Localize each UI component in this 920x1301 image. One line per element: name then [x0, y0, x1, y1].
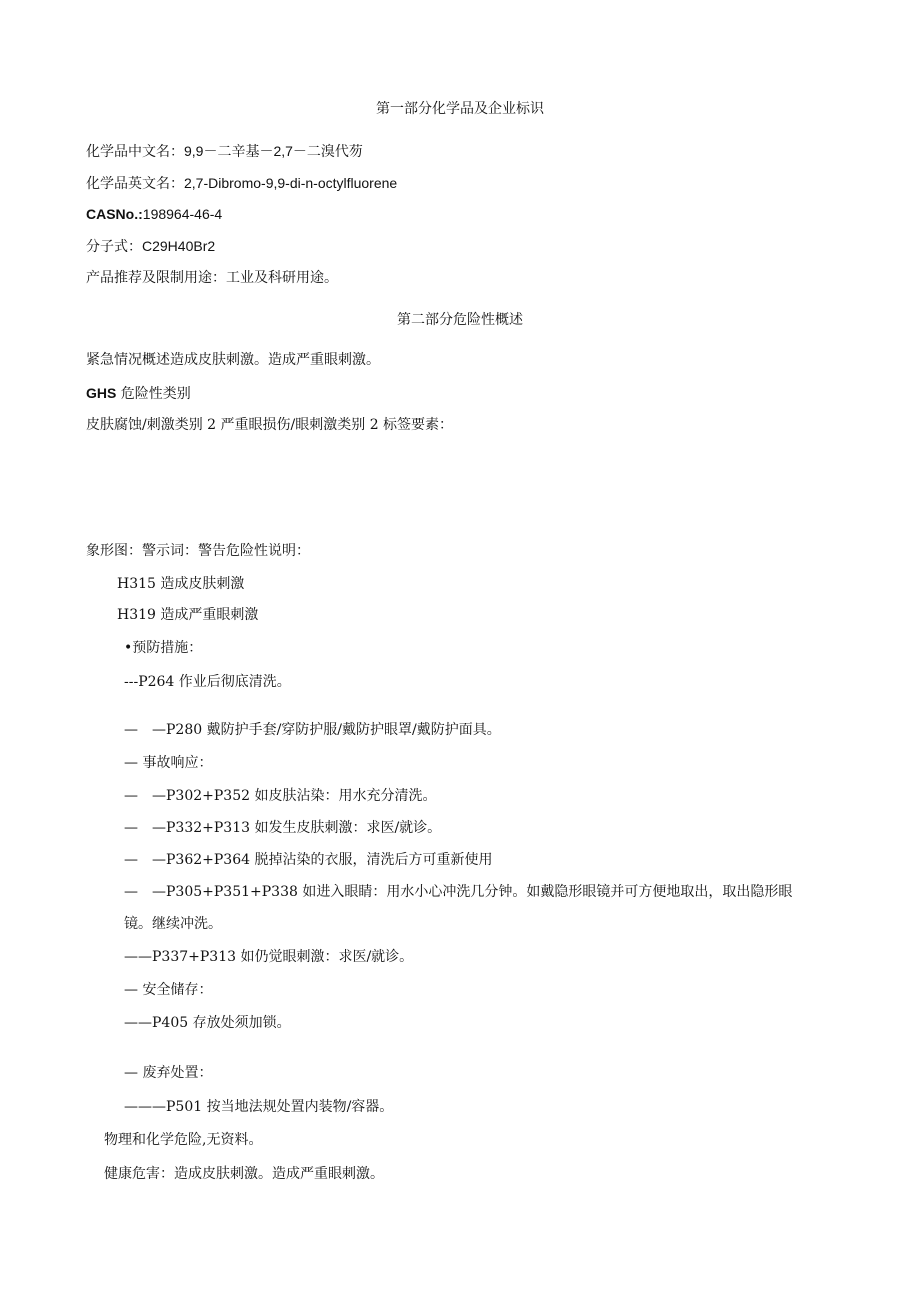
h315-statement: H315 造成皮肤刺激 [117, 576, 245, 592]
pictogram-line: 象形图：警示词：警告危险性说明： [86, 543, 310, 559]
english-name-row [86, 173, 397, 194]
formula-row [86, 236, 215, 257]
p332-statement: — —P332+P313 如发生皮肤刺激：求医/就诊。 [124, 820, 442, 836]
english-name-value: 2,7-Dibromo-9,9-di-n-octylfluorene [184, 175, 398, 191]
physical-chemical-hazards: 物理和化学危险,无资料。 [104, 1132, 263, 1148]
prevention-heading: •预防措施： [124, 640, 203, 656]
p302-statement: — —P302+P352 如皮肤沾染：用水充分清洗。 [124, 788, 437, 804]
hazard-classification: 皮肤腐蚀/刺激类别 2 严重眼损伤/眼刺激类别 2 标签要素： [86, 417, 454, 433]
english-name-label: 化学品英文名： [86, 176, 184, 192]
chinese-name-value: 9,9－二辛基－2,7－二溴代芴 [184, 143, 363, 159]
section2-title: 第二部分危险性概述 [397, 312, 523, 328]
health-hazards: 健康危害：造成皮肤刺激。造成严重眼刺激。 [104, 1166, 384, 1182]
chinese-name-row [86, 141, 363, 162]
p405-statement: ——P405 存放处须加锁。 [124, 1015, 291, 1031]
formula-label: 分子式： [86, 239, 142, 255]
p280-statement: — —P280 戴防护手套/穿防护服/戴防护眼罩/戴防护面具。 [124, 722, 501, 738]
cas-value: 198964-46-4 [142, 206, 223, 222]
p501-statement: ———P501 按当地法规处置内装物/容器。 [124, 1099, 394, 1115]
section1-title: 第一部分化学品及企业标识 [376, 101, 544, 117]
cas-row [86, 204, 222, 224]
p337-statement: ——P337+P313 如仍觉眼刺激：求医/就诊。 [124, 949, 414, 965]
p305-continuation: 镜。继续冲洗。 [124, 916, 222, 932]
emergency-overview: 紧急情况概述造成皮肤刺激。造成严重眼刺激。 [86, 352, 380, 368]
ghs-row [86, 383, 191, 404]
p362-statement: — —P362+P364 脱掉沾染的衣服，清洗后方可重新使用 [124, 852, 493, 868]
p305-statement: — —P305+P351+P338 如进入眼睛：用水小心冲洗几分钟。如戴隐形眼镜并可方便地取出，取出隐形眼 [124, 884, 793, 900]
ghs-category-label: 危险性类别 [120, 386, 191, 402]
ghs-label: GHS [86, 385, 117, 401]
recommended-use: 产品推荐及限制用途：工业及科研用途。 [86, 270, 338, 286]
cas-label: CASNo.: [86, 206, 143, 222]
disposal-heading: — 废弃处置： [124, 1065, 213, 1081]
h319-statement: H319 造成严重眼刺激 [117, 607, 259, 623]
response-heading: — 事故响应： [124, 755, 213, 771]
storage-heading: — 安全储存： [124, 982, 213, 998]
p264-statement: ---P264 作业后彻底清洗。 [124, 674, 291, 690]
formula-value: C29H40Br2 [142, 238, 216, 254]
chinese-name-label: 化学品中文名： [86, 144, 184, 160]
